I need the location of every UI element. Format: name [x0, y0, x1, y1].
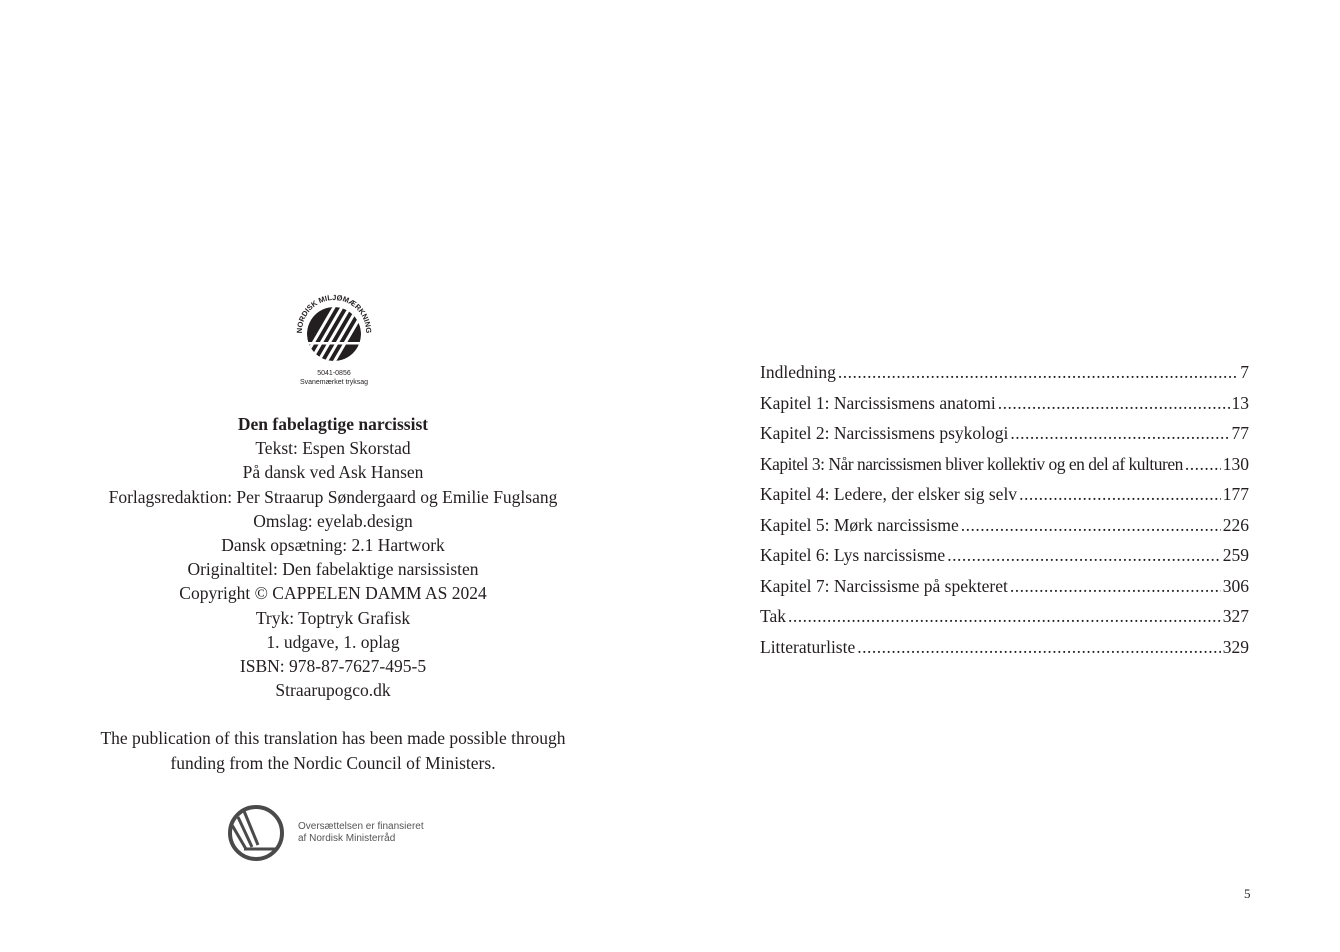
toc-page: 77: [1231, 423, 1249, 443]
toc-leader: [961, 515, 1221, 536]
colophon-line: Originaltitel: Den fabelaktige narsissisten: [187, 559, 479, 580]
toc-leader: [838, 362, 1238, 383]
toc-label: Kapitel 1: Narcissismens anatomi: [760, 392, 996, 413]
toc-entry[interactable]: [760, 454, 1249, 485]
toc-leader: [1010, 423, 1229, 444]
toc-entry[interactable]: [760, 393, 1249, 424]
colophon-line: Straarupogco.dk: [275, 680, 391, 701]
page-number: 5: [1244, 886, 1251, 901]
colophon-line: Tekst: Espen Skorstad: [255, 438, 411, 459]
toc-page: 226: [1222, 514, 1249, 535]
toc-entry[interactable]: [760, 545, 1249, 576]
colophon: [60, 412, 606, 702]
toc-page: 13: [1231, 392, 1249, 413]
colophon-line: På dansk ved Ask Hansen: [242, 462, 424, 483]
svg-text:NORDISK MILJØMÆRKNING: NORDISK MILJØMÆRKNING: [294, 292, 374, 334]
toc-entry[interactable]: [760, 515, 1249, 546]
toc-entry[interactable]: [760, 606, 1249, 637]
toc-page: 306: [1222, 575, 1249, 596]
colophon-line: Tryk: Toptryk Grafisk: [255, 607, 411, 628]
toc-label: Kapitel 6: Lys narcissisme: [760, 545, 946, 565]
table-of-contents: [760, 362, 1249, 667]
toc-entry[interactable]: [760, 576, 1249, 607]
nordic-logo-line: Oversættelsen er finansieret: [298, 821, 424, 832]
toc-entry[interactable]: [760, 423, 1249, 454]
toc-leader: [998, 393, 1230, 414]
nordic-logo-line: af Nordisk Ministerråd: [298, 833, 396, 844]
toc-leader: [788, 606, 1221, 627]
toc-label: Kapitel 3: Når narcissismen bliver kollektiv og en del af kulturen: [760, 453, 1183, 474]
toc-label: Litteraturliste: [760, 636, 856, 657]
toc-page: 327: [1222, 606, 1249, 626]
colophon-line: Omslag: eyelab.design: [253, 510, 413, 531]
toc-page: 130: [1222, 453, 1249, 474]
toc-entry[interactable]: [760, 484, 1249, 515]
toc-leader: [947, 545, 1221, 566]
toc-leader: [1019, 484, 1221, 505]
toc-label: Kapitel 7: Narcissisme på spekteret: [760, 575, 1008, 596]
toc-page: 329: [1222, 636, 1249, 657]
colophon-line: Forlagsredaktion: Per Straarup Søndergaard og Emilie Fuglsang: [108, 486, 558, 507]
funding-line: funding from the Nordic Council of Ministers.: [170, 753, 496, 773]
toc-leader: [857, 637, 1221, 658]
colophon-line: ISBN: 978-87-7627-495-5: [239, 656, 427, 677]
toc-entry[interactable]: [760, 362, 1249, 393]
toc-label: Kapitel 5: Mørk narcissisme: [760, 514, 959, 535]
funding-note: [60, 726, 606, 776]
toc-leader: [1185, 454, 1221, 475]
toc-page: 177: [1222, 484, 1249, 504]
toc-label: Indledning: [760, 362, 836, 382]
colophon-line: Copyright © CAPPELEN DAMM AS 2024: [179, 583, 487, 604]
toc-entry[interactable]: [760, 637, 1249, 668]
toc-page: 259: [1222, 545, 1249, 565]
toc-label: Kapitel 2: Narcissismens psykologi: [760, 423, 1009, 443]
nordic-swan-ecolabel: [292, 292, 376, 387]
colophon-line: Dansk opsætning: 2.1 Hartwork: [221, 535, 445, 556]
book-title: Den fabelagtige narcissist: [237, 414, 429, 434]
toc-label: Kapitel 4: Ledere, der elsker sig selv: [760, 484, 1018, 504]
swan-caption: Svanemærket tryksag: [299, 379, 369, 386]
funding-line: The publication of this translation has been made possible through: [100, 728, 566, 748]
toc-page: 7: [1240, 362, 1249, 382]
toc-label: Tak: [760, 606, 786, 626]
swan-logo-icon: [292, 292, 376, 364]
swan-license-number: 5041-0856: [317, 370, 351, 377]
toc-leader: [1010, 576, 1221, 597]
nordic-council-logo: [226, 803, 424, 863]
nordic-council-swan-icon: [226, 803, 286, 863]
colophon-line: 1. udgave, 1. oplag: [266, 631, 400, 652]
